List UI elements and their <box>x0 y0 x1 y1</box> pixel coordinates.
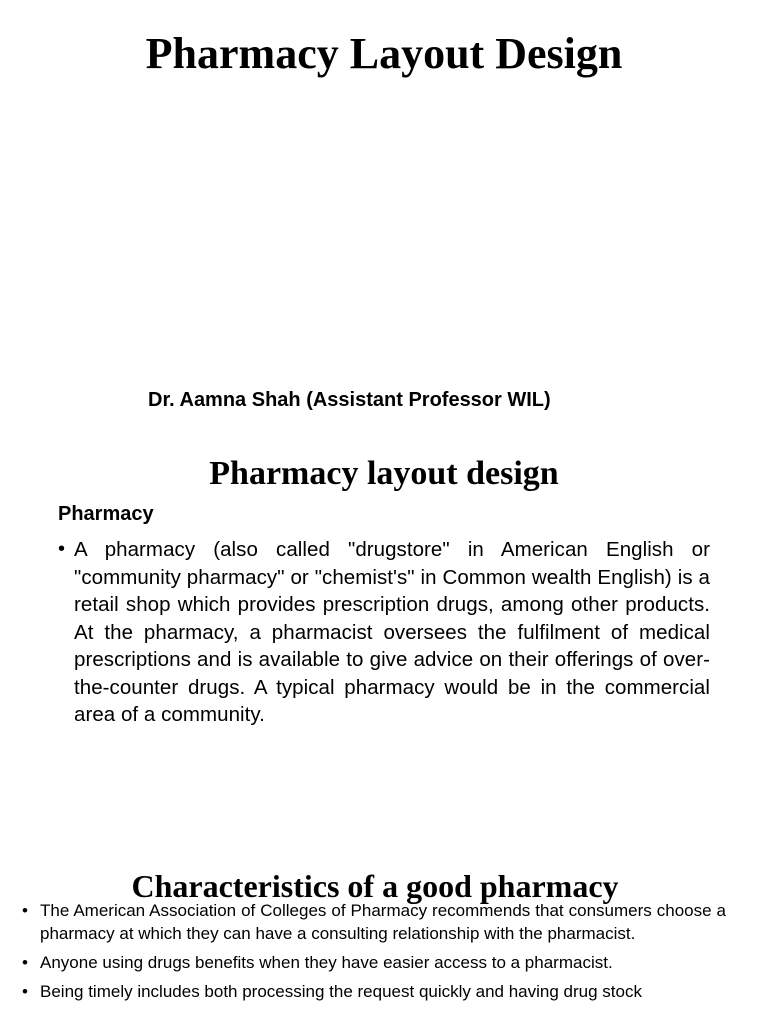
list-item-text: The American Association of Colleges of Pharmacy recommends that consumers choose a pharmacy at which they can have a consulting relationship with the pharmacist. <box>40 901 726 943</box>
subheading-pharmacy: Pharmacy <box>58 503 154 525</box>
list-item-text: Anyone using drugs benefits when they have easier access to a pharmacist. <box>40 953 613 972</box>
bullet-marker: • <box>22 953 28 972</box>
list-item <box>22 951 726 974</box>
bullet-marker: • <box>22 982 28 1001</box>
bullet-marker: • <box>22 901 28 920</box>
slide-title: Pharmacy Layout Design <box>145 29 623 78</box>
characteristics-title: Characteristics of a good pharmacy <box>131 868 619 904</box>
list-item-text: Being timely includes both processing the request quickly and having drug stock <box>40 982 642 1001</box>
definition-bullet <box>58 536 710 729</box>
list-item <box>22 899 726 945</box>
section-title: Pharmacy layout design <box>209 455 559 492</box>
characteristics-list <box>22 899 726 1009</box>
bullet-marker: • <box>58 538 66 560</box>
list-item <box>22 980 726 1003</box>
author-line: Dr. Aamna Shah (Assistant Professor WIL) <box>148 389 551 411</box>
definition-paragraph: A pharmacy (also called "drugstore" in American English or "community pharmacy" or "chemist's" in Common wealth English) is a retail shop which provides prescription drugs, among other products. At the pharmacy, a pharmacist oversees the fulfilment of medical prescriptions and is available to give advice on their offerings of over-the-counter drugs. A typical pharmacy would be in the commercial area of a community. <box>74 538 710 726</box>
